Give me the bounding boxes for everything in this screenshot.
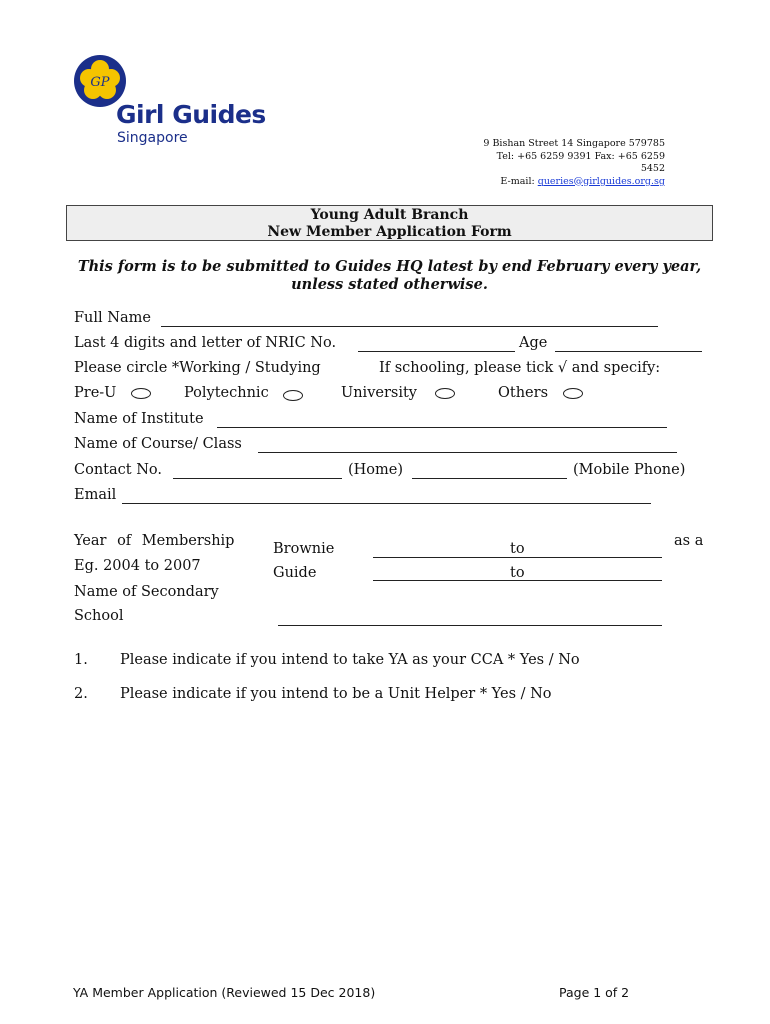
question-1-number: 1. [74,652,88,668]
year-example: Eg. 2004 to 2007 [74,558,201,574]
address-line: 9 Bishan Street 14 Singapore 579785 [483,138,665,149]
logo-title: Girl Guides [116,100,266,129]
age-field[interactable] [555,351,702,352]
option-polytechnic-circle[interactable] [283,390,303,401]
form-title-line1: Young Adult Branch [310,207,469,223]
institute-label: Name of Institute [74,411,204,427]
address-block [405,138,665,188]
form-title-box [66,205,713,241]
as-a-label: as a [674,533,704,549]
brownie-to-label: to [510,541,525,557]
email-line [405,176,665,189]
question-2-number: 2. [74,686,88,702]
mobile-label: (Mobile Phone) [573,462,686,478]
course-field[interactable] [258,452,677,453]
option-others-label: Others [498,385,549,401]
schooling-instruction: If schooling, please tick √ and specify: [379,360,661,376]
option-university-label: University [341,385,417,401]
email-label: E-mail: [500,175,535,187]
year-membership-label: Year of Membership [74,533,235,549]
footer-page-number: Page 1 of 2 [559,985,630,1000]
guide-years-field[interactable] [373,580,662,581]
option-pre-u-label: Pre-U [74,385,117,401]
working-studying-label: Please circle *Working / Studying [74,360,321,376]
institute-field[interactable] [217,427,667,428]
contact-label: Contact No. [74,462,162,478]
logo-monogram: GP [90,75,110,90]
guide-label: Guide [273,565,317,581]
home-label: (Home) [348,462,404,478]
secondary-school-label-line2: School [74,608,124,624]
fax-continuation: 5452 [640,163,665,174]
form-title-line2: New Member Application Form [267,223,512,240]
full-name-label: Full Name [74,310,151,326]
nric-label: Last 4 digits and letter of NRIC No. [74,335,337,351]
course-label: Name of Course/ Class [74,436,242,452]
option-others-circle[interactable] [563,388,583,399]
option-university-circle[interactable] [435,388,455,399]
brownie-label: Brownie [273,541,335,557]
submission-notice: This form is to be submitted to Guides HQ latest by end February every year, unless stated otherwise. [77,258,702,293]
email-field[interactable] [122,503,651,504]
question-1-text: Please indicate if you intend to take YA as your CCA * Yes / No [120,652,580,668]
footer-document-info: YA Member Application (Reviewed 15 Dec 2018) [73,985,376,1000]
option-polytechnic-label: Polytechnic [184,385,269,401]
nric-field[interactable] [358,351,515,352]
tel-fax-line: Tel: +65 6259 9391 Fax: +65 6259 [496,150,665,162]
age-label: Age [519,335,548,351]
option-pre-u-circle[interactable] [131,388,151,399]
secondary-school-label-line1: Name of Secondary [74,584,219,600]
full-name-field[interactable] [161,326,658,327]
question-2-text: Please indicate if you intend to be a Unit Helper * Yes / No [120,686,552,702]
email-link[interactable]: queries@girlguides.org.sg [537,175,665,187]
secondary-school-field[interactable] [278,625,662,626]
guide-to-label: to [510,565,525,581]
brownie-years-field[interactable] [373,557,662,558]
logo-subtitle: Singapore [117,130,188,146]
contact-mobile-field[interactable] [412,478,567,479]
email-field-label: Email [74,487,117,503]
contact-home-field[interactable] [173,478,342,479]
